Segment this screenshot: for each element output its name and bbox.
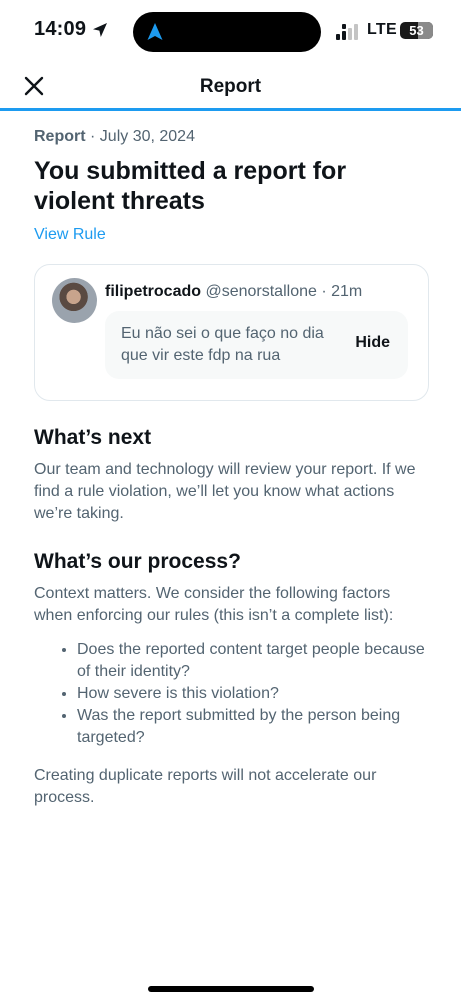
status-time: 14:09 — [34, 18, 87, 40]
location-arrow-icon — [92, 22, 108, 38]
avatar — [52, 278, 97, 323]
report-content — [34, 126, 429, 809]
list-item: • Was the report submitted by the person being targeted? — [77, 705, 429, 749]
list-item: • How severe is this violation? — [77, 683, 429, 705]
post-text: Eu não sei o que faço no dia que vir este fdp na rua — [121, 325, 324, 364]
process-title: What’s our process? — [34, 550, 241, 573]
post-author-name: filipetrocado — [105, 283, 202, 300]
reported-post-card[interactable] — [34, 264, 429, 401]
process-closing: Creating duplicate reports will not accelerate our process. — [34, 767, 377, 806]
page-title: Report — [199, 76, 262, 97]
hide-button[interactable]: Hide — [355, 334, 390, 351]
signal-icon — [336, 24, 360, 40]
meta-separator: · — [90, 128, 96, 145]
header-divider — [0, 108, 461, 111]
whats-next-body: Our team and technology will review your report. If we find a rule violation, we’ll let you know what actions we’re taking. — [34, 461, 416, 522]
whats-next-title: What’s next — [34, 426, 152, 449]
list-item: • Does the reported content target people because of their identity? — [77, 639, 429, 683]
post-header — [105, 281, 362, 303]
dynamic-island — [133, 12, 321, 52]
post-content-bubble — [105, 311, 408, 379]
network-type: LTE — [367, 21, 397, 38]
report-date: July 30, 2024 — [99, 128, 195, 145]
report-meta — [34, 126, 429, 148]
report-label: Report — [34, 128, 86, 145]
post-time: 21m — [331, 283, 363, 300]
process-intro: Context matters. We consider the following factors when enforcing our rules (this isn’t a complete list): — [34, 585, 394, 624]
battery-level: 53 — [409, 23, 424, 38]
post-separator: · — [321, 283, 327, 300]
home-indicator[interactable] — [148, 986, 314, 992]
view-rule-link[interactable]: View Rule — [34, 226, 106, 243]
report-title: You submitted a report for violent threats — [34, 157, 347, 215]
header — [0, 62, 461, 108]
battery-icon — [400, 22, 433, 39]
post-author-handle: @senorstallone — [205, 283, 317, 300]
status-bar — [0, 0, 461, 62]
process-factors-list — [34, 639, 429, 749]
navigation-icon — [147, 23, 163, 41]
